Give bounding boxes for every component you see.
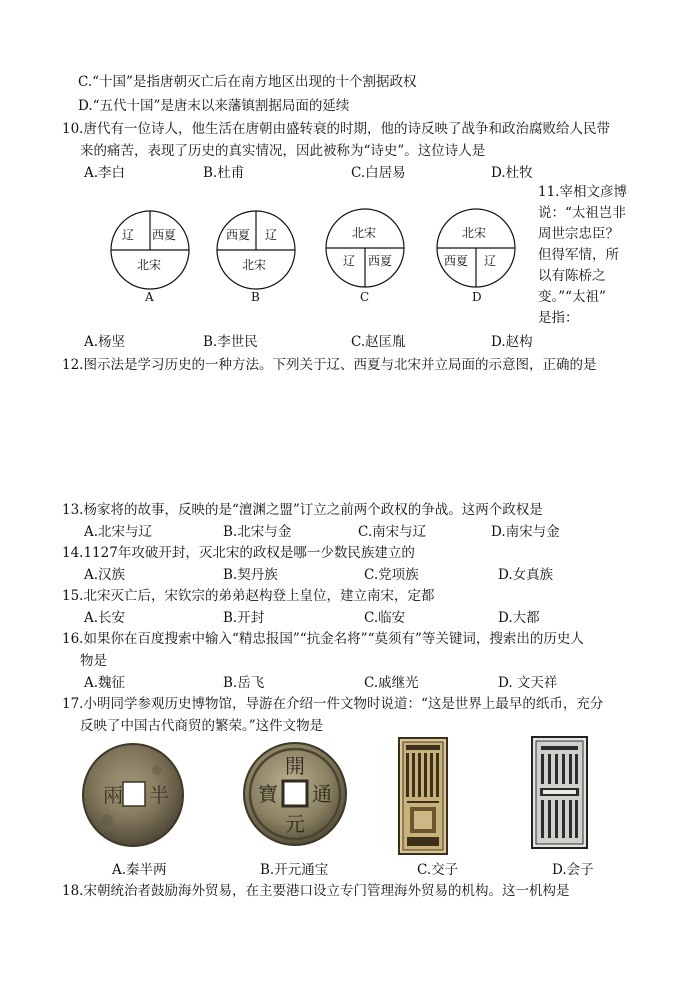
q12-stem: 12.图示法是学习历史的一种方法。下列关于辽、西夏与北宋并立局面的示意图，正确的是 [62, 357, 597, 373]
q17-option-a: A.秦半两 [112, 862, 167, 878]
coin-b-right-glyph: 通 [312, 782, 332, 806]
diagram-a-xixia: 西夏 [152, 228, 177, 242]
q16-stem-line1: 16.如果你在百度搜索中输入“精忠报国”“抗金名将”“莫须有”等关键词，搜索出的历史人 [62, 631, 584, 647]
q13-option-d: D.南宋与金 [491, 524, 560, 540]
diagram-d-letter: D [472, 290, 482, 304]
q11-option-b: B.李世民 [203, 334, 258, 350]
q11-option-d: D.赵构 [491, 334, 533, 350]
q13-stem: 13.杨家将的故事，反映的是“澶渊之盟”订立之前两个政权的争战。这两个政权是 [62, 502, 543, 518]
jiaozi-note-image [398, 737, 448, 855]
q13-option-b: B.北宋与金 [223, 524, 292, 540]
q11-option-a: A.杨坚 [84, 334, 126, 350]
diagram-d [426, 200, 526, 300]
diagram-c-beisong: 北宋 [352, 226, 377, 240]
q17-stem-line1: 17.小明同学参观历史博物馆，导游在介绍一件文物时说道：“这是世界上最早的纸币，充分 [62, 696, 604, 712]
q11-side-line1: 11.宰相文彦博 [538, 184, 627, 200]
coin-a-right-glyph: 半 [149, 783, 169, 807]
coin-b-top-glyph: 開 [285, 754, 305, 778]
diagram-a-beisong: 北宋 [137, 258, 162, 272]
diagram-c-letter: C [360, 290, 370, 304]
diagram-d-xixia: 西夏 [444, 254, 469, 268]
q14-option-b: B.契丹族 [223, 567, 278, 583]
q10-option-c: C.白居易 [351, 165, 406, 181]
q9-option-d: D.“五代十国”是唐末以来藩镇割据局面的延续 [78, 98, 350, 114]
q18-stem: 18.宋朝统治者鼓励海外贸易，在主要港口设立专门管理海外贸易的机构。这一机构是 [62, 883, 570, 899]
q14-option-c: C.党项族 [364, 567, 419, 583]
q17-stem-line2: 反映了中国古代商贸的繁荣。”这件文物是 [80, 718, 324, 734]
q9-option-c: C.“十国”是指唐朝灭亡后在南方地区出现的十个割据政权 [78, 74, 417, 90]
diagram-c-xixia: 西夏 [368, 254, 393, 268]
diagram-d-liao: 辽 [484, 254, 497, 268]
q17-option-d: D.会子 [552, 862, 594, 878]
q13-option-a: A.北宋与辽 [84, 524, 153, 540]
q11-side-line7: 是指： [538, 310, 579, 326]
coin-b-bottom-glyph: 元 [285, 812, 305, 836]
q11-side-line3: 周世宗忠臣？ [538, 226, 619, 242]
q13-option-c: C.南宋与辽 [358, 524, 427, 540]
q16-option-b: B.岳飞 [223, 675, 265, 691]
coin-a-left-glyph: 兩 [103, 783, 123, 807]
q11-side-line4: 但得军情，所 [538, 247, 619, 263]
diagram-b [206, 202, 306, 302]
q15-option-c: C.临安 [364, 610, 406, 626]
q11-side-line6: 变。”“太祖” [538, 289, 606, 305]
q16-option-a: A.魏征 [84, 675, 126, 691]
q11-option-c: C.赵匡胤 [351, 334, 406, 350]
coin-b-left-glyph: 寶 [258, 782, 278, 806]
q10-stem-line1: 10.唐代有一位诗人，他生活在唐朝由盛转衰的时期，他的诗反映了战争和政治腐败给人民带 [62, 121, 610, 137]
q15-stem: 15.北宋灭亡后，宋钦宗的弟弟赵构登上皇位，建立南宋，定都 [62, 588, 435, 604]
q16-stem-line2: 物是 [80, 653, 107, 669]
q11-side-line5: 以有陈桥之 [538, 268, 606, 284]
q16-option-c: C.戚继光 [364, 675, 419, 691]
diagram-d-beisong: 北宋 [462, 226, 487, 240]
diagram-c [315, 200, 415, 300]
q16-option-d: D. 文天祥 [498, 675, 558, 691]
q10-stem-line2: 来的痛苦，表现了历史的真实情况，因此被称为“诗史”。这位诗人是 [80, 143, 486, 159]
diagram-b-liao: 辽 [265, 228, 278, 242]
q14-option-d: D.女真族 [498, 567, 554, 583]
diagram-a-letter: A [145, 290, 154, 304]
q17-option-c: C.交子 [417, 862, 459, 878]
q15-option-a: A.长安 [84, 610, 126, 626]
q10-option-a: A.李白 [84, 165, 126, 181]
diagram-c-liao: 辽 [343, 254, 356, 268]
diagram-b-beisong: 北宋 [242, 258, 267, 272]
diagram-a-liao: 辽 [122, 228, 135, 242]
qin-banliang-coin-image [79, 740, 187, 850]
q14-stem: 14.1127年攻破开封，灭北宋的政权是哪一少数民族建立的 [62, 545, 415, 561]
q14-option-a: A.汉族 [84, 567, 126, 583]
q15-option-b: B.开封 [223, 610, 265, 626]
diagram-b-xixia: 西夏 [226, 228, 251, 242]
q11-side-line2: 说：“太祖岂非 [538, 205, 626, 221]
q17-option-b: B.开元通宝 [260, 862, 329, 878]
diagram-b-letter: B [251, 290, 260, 304]
q10-option-b: B.杜甫 [203, 165, 245, 181]
q15-option-d: D.大都 [498, 610, 540, 626]
diagram-a [100, 202, 200, 302]
kaiyuan-tongbao-coin-image [241, 739, 349, 849]
huizi-note-image [531, 736, 588, 849]
q10-option-d: D.杜牧 [491, 165, 533, 181]
